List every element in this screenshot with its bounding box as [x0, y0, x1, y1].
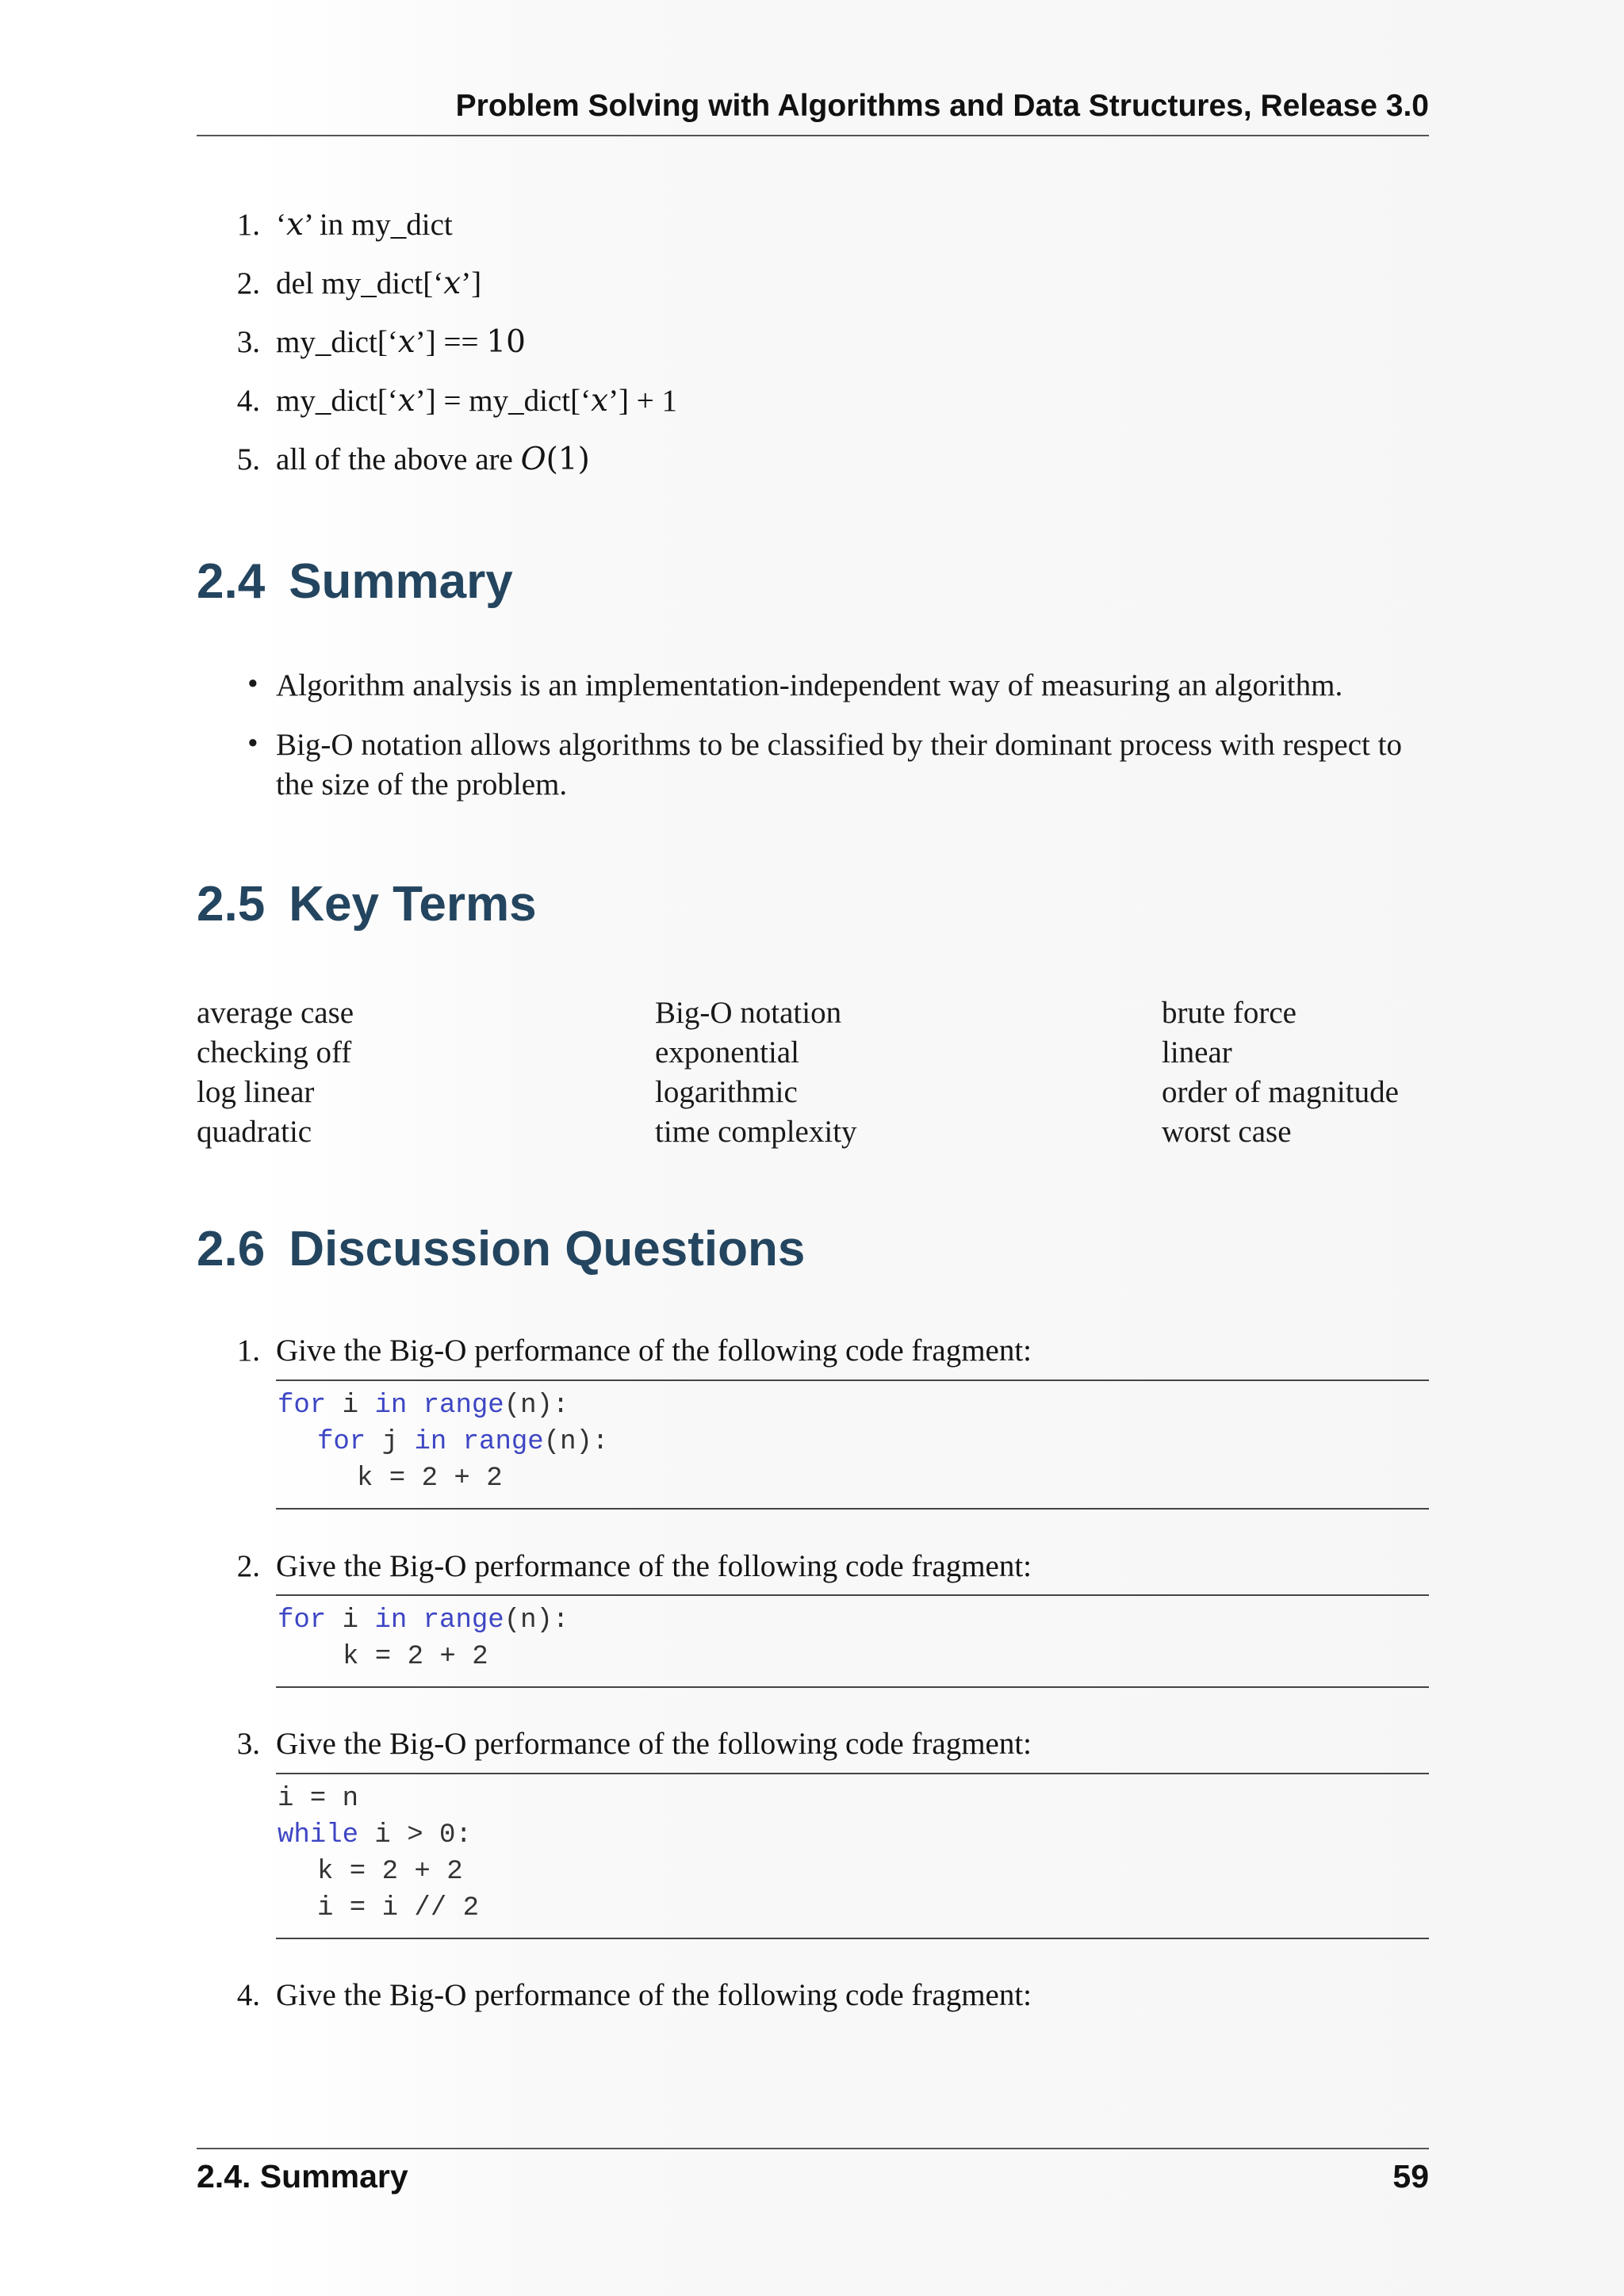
list-item-text: my_dict[‘x’] == 10	[276, 324, 526, 360]
code-line: while i > 0:	[278, 1820, 472, 1850]
list-item-text: del my_dict[‘x’]	[276, 266, 482, 301]
code-line: i = i // 2	[317, 1893, 480, 1923]
code-line: k = 2 + 2	[357, 1464, 503, 1494]
section-title: Key Terms	[289, 877, 537, 932]
key-term: checking off	[197, 1035, 352, 1070]
question-number: 4.	[236, 1978, 260, 2012]
section-number: 2.5	[197, 877, 266, 932]
question-item	[0, 1548, 1624, 1586]
code-line: k = 2 + 2	[317, 1857, 463, 1887]
key-term: quadratic	[197, 1115, 312, 1149]
list-number: 1.	[236, 208, 260, 242]
question-text: Give the Big-O performance of the following code fragment:	[276, 1727, 1032, 1761]
code-block	[276, 1594, 1429, 1688]
key-term: worst case	[1162, 1115, 1292, 1149]
question-number: 1.	[236, 1334, 260, 1368]
code-line: k = 2 + 2	[343, 1642, 488, 1672]
header-rule	[197, 135, 1429, 136]
key-term: logarithmic	[655, 1075, 798, 1109]
list-item	[0, 382, 1624, 420]
key-term: Big-O notation	[655, 996, 842, 1030]
bullet-glyph: •	[247, 667, 259, 701]
code-line: for i in range(n):	[278, 1391, 569, 1421]
key-term: order of magnitude	[1162, 1075, 1399, 1109]
list-item-text: my_dict[‘x’] = my_dict[‘x’] + 1	[276, 383, 678, 419]
code-line: for i in range(n):	[278, 1605, 569, 1636]
section-heading-summary	[197, 553, 513, 610]
section-heading-key-terms	[197, 876, 537, 932]
key-term: brute force	[1162, 996, 1297, 1030]
question-number: 2.	[236, 1549, 260, 1583]
list-number: 4.	[236, 384, 260, 418]
section-heading-discussion	[197, 1221, 805, 1277]
code-block	[276, 1773, 1429, 1939]
question-text: Give the Big-O performance of the following code fragment:	[276, 1549, 1032, 1583]
list-item	[0, 265, 1624, 303]
section-title: Summary	[289, 554, 513, 609]
code-line: i = n	[278, 1784, 359, 1814]
bullet-glyph: •	[247, 726, 259, 760]
question-item	[0, 1725, 1624, 1763]
footer-rule	[197, 2148, 1429, 2149]
section-title: Discussion Questions	[289, 1222, 806, 1276]
question-text: Give the Big-O performance of the following code fragment:	[276, 1978, 1032, 2012]
footer-section-label: 2.4. Summary	[197, 2158, 408, 2195]
list-item	[0, 206, 1624, 244]
question-text: Give the Big-O performance of the following code fragment:	[276, 1334, 1032, 1368]
code-block	[276, 1380, 1429, 1510]
list-number: 3.	[236, 325, 260, 359]
summary-bullet: Algorithm analysis is an implementation-independent way of measuring an algorithm.	[276, 668, 1343, 702]
list-number: 2.	[236, 266, 260, 300]
summary-bullet: Big-O notation allows algorithms to be classified by their dominant process with respect to the size of the problem.	[276, 728, 1402, 802]
key-term: log linear	[197, 1075, 315, 1109]
key-term: time complexity	[655, 1115, 857, 1149]
page-number: 59	[1392, 2158, 1429, 2195]
key-term: linear	[1162, 1035, 1232, 1070]
section-number: 2.4	[197, 554, 266, 609]
question-number: 3.	[236, 1727, 260, 1761]
running-header: Problem Solving with Algorithms and Data Structures, Release 3.0	[455, 89, 1429, 123]
question-item	[0, 1332, 1624, 1370]
code-line: for j in range(n):	[317, 1427, 609, 1457]
list-item	[0, 441, 1624, 479]
list-item-text: ‘x’ in my_dict	[276, 207, 453, 243]
question-item	[0, 1976, 1624, 2015]
list-item-text: all of the above are O(1)	[276, 442, 590, 477]
list-item	[0, 323, 1624, 362]
key-term: exponential	[655, 1035, 799, 1070]
list-number: 5.	[236, 442, 260, 476]
section-number: 2.6	[197, 1222, 266, 1276]
key-term: average case	[197, 996, 354, 1030]
